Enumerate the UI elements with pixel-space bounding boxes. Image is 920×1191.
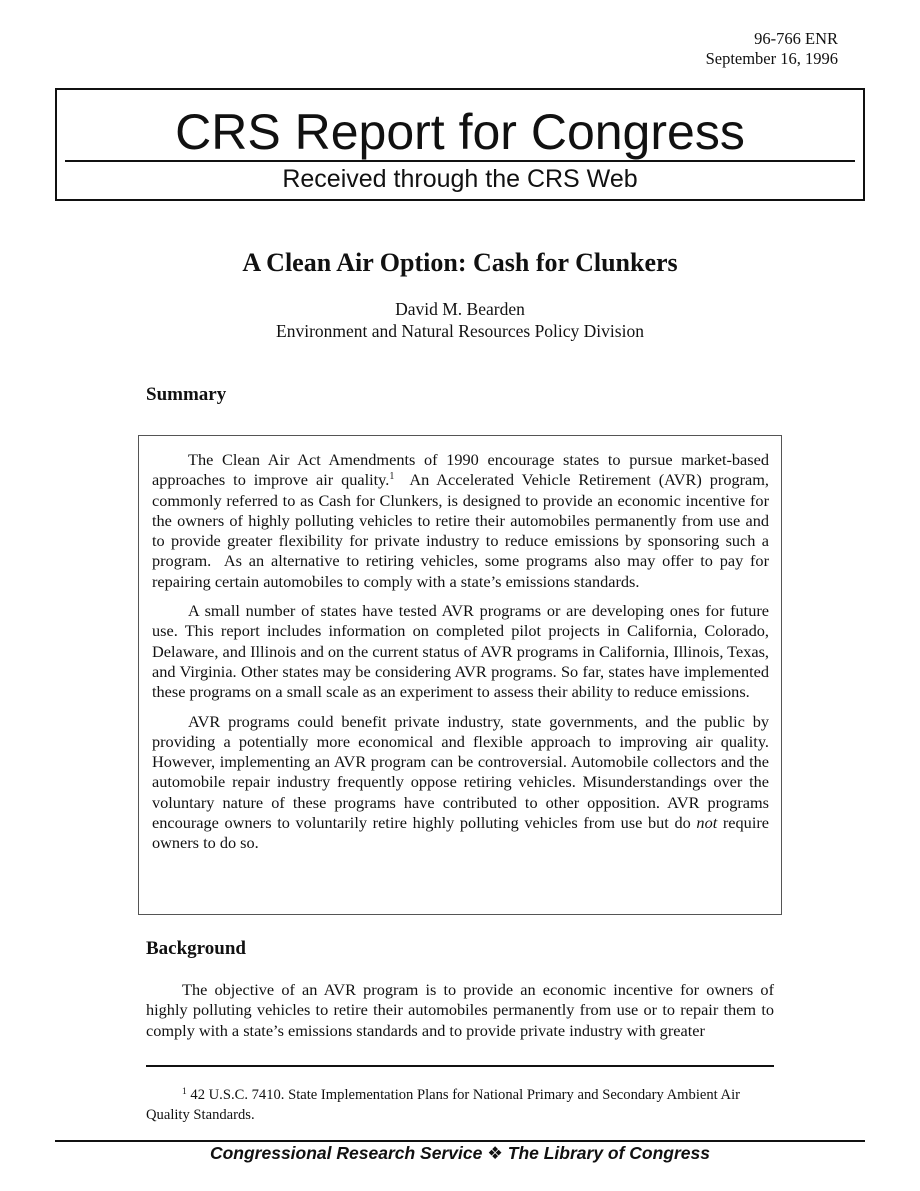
emphasis-not: not	[696, 813, 718, 833]
footnote-divider	[146, 1065, 774, 1067]
summary-p3-text-a: AVR programs could benefit private industry, state governments, and the public by providing a potentially more economical and flexible approach to improving air quality. However, implementing an AVR program can be controversial. Automobile collectors and the automobile repair industry frequently oppose retiring vehicles. Misunderstandings over the voluntary nature of these programs have contributed to other opposition. AVR programs encourage owners to voluntarily retire highly polluting vehicles from use but do	[152, 711, 769, 833]
summary-box	[138, 435, 782, 915]
footer-crs: Congressional Research Service	[209, 1143, 483, 1163]
report-identifier	[706, 29, 838, 69]
summary-paragraph-2: A small number of states have tested AVR programs or are developing ones for future use. This report includes information on completed pilot projects in California, Colorado, Delaware, and Illinois and on the current status of AVR programs in California, Illinois, Texas, and Virginia. Other states may be considering AVR programs. So far, states have implemented these programs on a small scale as an experiment to assess their ability to reduce emissions.	[152, 601, 769, 702]
summary-p1-text-b: An Accelerated Vehicle Retirement (AVR) program, commonly referred to as Cash for Clunkers, is designed to provide an economic incentive for the owners of highly polluting vehicles to retire their automobiles permanently from use and to provide greater flexibility for private industry to reduce emissions by sponsoring such a program. As an alternative to retiring vehicles, some programs also may offer to pay for repairing certain automobiles to comply with a state’s emissions standards.	[152, 470, 774, 591]
footnote-reference[interactable]: 1	[389, 471, 395, 483]
author-division: Environment and Natural Resources Policy Division	[276, 321, 644, 341]
footnote-text: 42 U.S.C. 7410. State Implementation Plans for National Primary and Secondary Ambient Air Quality Standards.	[146, 1087, 741, 1123]
summary-p3-text-b: require owners to do so.	[152, 813, 769, 853]
page-footer	[0, 1142, 920, 1164]
background-paragraph: The objective of an AVR program is to provide an economic incentive for owners of highly polluting vehicles to retire their automobiles permanently from use or to repair them to comply with a state’s emissions standards and to provide private industry with greater	[146, 980, 774, 1040]
footnote	[146, 1085, 774, 1125]
background-heading: Background	[146, 938, 246, 959]
summary-heading: Summary	[146, 384, 227, 405]
crs-banner	[55, 88, 865, 201]
footnote-mark: 1	[182, 1087, 187, 1097]
summary-paragraph-1	[152, 450, 774, 592]
banner-subtitle: Received through the CRS Web	[282, 165, 638, 193]
summary-p1-text-a: The Clean Air Act Amendments of 1990 encourage states to pursue market-based approaches to improve air quality.	[152, 450, 769, 490]
document-title: A Clean Air Option: Cash for Clunkers	[242, 248, 678, 277]
diamond-separator-icon: ❖	[482, 1143, 508, 1163]
footer-loc: The Library of Congress	[507, 1143, 711, 1163]
author-name: David M. Bearden	[395, 299, 525, 319]
banner-divider	[65, 160, 855, 162]
banner-title: CRS Report for Congress	[175, 104, 745, 160]
summary-paragraph-3	[152, 712, 769, 854]
report-date: September 16, 1996	[705, 49, 838, 68]
report-number: 96-766 ENR	[754, 29, 838, 48]
